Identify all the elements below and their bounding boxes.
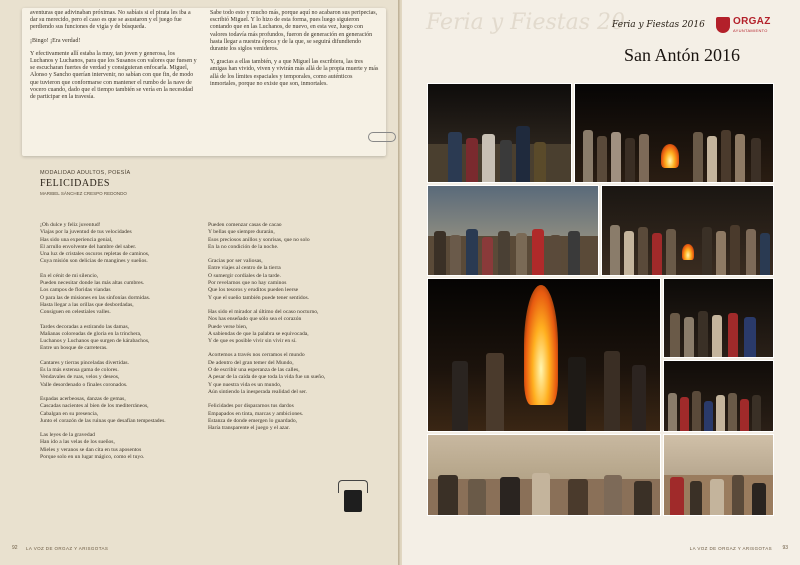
poem-line: Y que el sueño también puede tener sentidos.	[208, 294, 310, 301]
poem-line: Puede verse bien,	[208, 323, 248, 330]
poem-line: Entre viajes al centro de la tierra	[208, 265, 281, 272]
poem-stanza	[208, 258, 380, 302]
ghost-header-watermark: Feria y Fiestas 20	[426, 10, 626, 35]
logo-text: ORGAZ	[733, 16, 771, 27]
page-title: San Antón 2016	[624, 45, 741, 65]
photo-crowd-kids	[663, 360, 774, 432]
photo-indoor-meal	[663, 434, 774, 516]
poem-line: Hasta llegar a las orillas que desbordadas,	[40, 301, 134, 308]
header-title: Feria y Fiestas 2016	[612, 20, 705, 30]
paragraph: aventuras que adivinaban próximas. No sabíais si el pirata les iba a dar su merecido, pero el caso es que se asustaron y el juego fue perdiendo sus funciones de vigía y de búsqueda.	[30, 10, 191, 31]
poem-line: Cantares y tierras pinceladas divertidas.	[40, 359, 130, 366]
poem-column-2	[208, 222, 380, 439]
poem-line: Y bellas que siempre durarán,	[208, 229, 275, 236]
poem-line: Y de que es posible vivir sin vivir en sí.	[208, 338, 297, 345]
poem-stanza	[40, 360, 200, 389]
poem-stanza	[40, 396, 200, 425]
paperclip-icon	[368, 132, 396, 142]
poem-stanza	[40, 432, 200, 461]
coat-of-arms-icon	[716, 17, 730, 33]
poem-line: Por revelarnos que no hay caminos	[208, 280, 287, 287]
poem-line: Entre un bosque de carreteras.	[40, 345, 108, 352]
poem-line: Junto el corazón de las ruinas que desafían tempestades.	[40, 417, 166, 424]
poem-line: Mieles y veranos se dan cita en tus aposentos	[40, 446, 142, 453]
poem-line: Luchanos y Luchanos que surgen de kárabachos,	[40, 338, 150, 345]
poem-line: Valle desordenado o finales coronados.	[40, 381, 128, 388]
poem-line: Acortemos a través nos cerramos el mundo	[208, 352, 305, 359]
poem-line: Mañanas coloreadas de gloria en la trinchera,	[40, 330, 142, 337]
poem-line: O sumergir cordiales de la tarde.	[208, 272, 281, 279]
poem-line: Has sido el mirador al último del ocaso nocturno,	[208, 308, 319, 315]
poem-line: Una luz de cristales oscuros repletas de caminos,	[40, 251, 150, 258]
poem-line: Que los tesoros y eruditos pueden leerse	[208, 287, 299, 294]
poem-line: ¡Oh dulce y feliz juventud!	[40, 222, 101, 228]
poem-stanza	[40, 273, 200, 317]
poem-stanza	[40, 324, 200, 353]
orgaz-logo	[716, 15, 786, 37]
poem-line: O de escribir una esperanza de las calles,	[208, 367, 300, 374]
photo-group-night-2	[663, 278, 774, 358]
poem-line: Viajas por la juventud de tus velocidades	[40, 229, 132, 236]
poem-line: Nos has enseñado que sólo sea el corazón	[208, 316, 302, 323]
poem-line: Aún sintiendo la inesperada realidad del ser.	[208, 388, 307, 395]
poem-line: A sabiendas de que la palabra se equivocada,	[208, 330, 309, 337]
photo-group-night-1	[427, 83, 572, 183]
poem-line: Cascadas nacientes al bien de los mediterráneos,	[40, 403, 149, 410]
poem-stanza	[208, 222, 380, 251]
poem-line: Han ido a las velas de los sueños,	[40, 439, 115, 446]
poem-line: Pueden comenzar casas de cacao	[208, 222, 282, 228]
poem-line: Vendavales de ruas, velos y deseos,	[40, 374, 120, 381]
poem-line: Pueden necesitar donde las más altas cumbres.	[40, 280, 145, 287]
poem-line: Las leyes de la gravedad	[40, 432, 95, 439]
poem-stanza	[208, 309, 380, 345]
page-number-left: 92	[12, 545, 18, 551]
poem-header	[40, 170, 130, 196]
footer-left: LA VOZ DE ORGAZ Y ARISGOTAS	[26, 546, 109, 551]
page-number-right: 93	[782, 545, 788, 551]
section-tag: MODALIDAD ADULTOS, POESÍA	[40, 170, 131, 176]
photo-crowd-bonfire	[574, 83, 774, 183]
poem-stanza	[40, 222, 200, 266]
poem-stanza	[208, 403, 380, 432]
binder-clip-icon	[344, 490, 362, 512]
paragraph: Sabe todo esto y mucho más, porque aquí no acabaron sus peripecias, escribió Miguel. Y lo hizo de esta forma, pues luego siguieron contando que en las Luchanos, de nuevo, en esta vez, luego con valores todavía más profundos, fueron de generación en generación hasta llegar a nuestra época y de la que, se seguirá difundiendo durante los siglos venideros.	[210, 10, 378, 53]
poem-line: Cabalgan en su presencia,	[40, 410, 99, 417]
poem-line: Porque solo en un lugar mágico, como el tuyo.	[40, 454, 145, 461]
poem-line: Empapados en tinta, marcas y ambiciones.	[208, 410, 304, 417]
paragraph: ¡Bingo! ¡Era verdad!	[30, 37, 81, 44]
poem-column-1	[40, 222, 200, 468]
upper-text-column-1	[30, 10, 198, 107]
poem-line: Es la más extensa gama de colores.	[40, 367, 119, 374]
photo-indoor-gathering	[427, 434, 661, 516]
poem-line: Espadas acerbeosas, danzas de gemas,	[40, 395, 126, 402]
poem-line: Y que nuestra vida es un mundo,	[208, 381, 282, 388]
poem-line: En la no condición de la noche.	[208, 243, 279, 250]
poem-line: Consiguen en celestiales valles.	[40, 309, 111, 316]
poem-line: El arrullo envolvente del hambre del saber.	[40, 243, 137, 250]
poem-line: Tardes decoradas a estirando las damas,	[40, 323, 130, 330]
logo-subtitle: AYUNTAMIENTO	[733, 28, 768, 33]
poem-line: Cuya misión son delicias de mangines y sueños.	[40, 258, 148, 265]
right-page	[402, 0, 800, 565]
poem-line: De adentro del gran temer del Mundo,	[208, 359, 294, 366]
poem-line: O para las de misiones en las sinfonías dormidas.	[40, 294, 151, 301]
poem-line: Felicidades por dispararnos tus dardos	[208, 403, 294, 410]
paragraph: Y efectivamente allí estaba la muy, tan joven y generosa, los Luchanos y Luchanos, para que los Susanos con valores que fuesen y se escucharan fuertes de verdad y consiguieran enfocarla. Miguel, Alonso y Sancho querían intervenir, no sabían con que fin, de modo que tuvieron que conformarse con mantener el rumbo de la nave de vocero cuando, dado que el tiempo también se vería en la necesidad de participar en la travesía.	[30, 50, 197, 101]
poem-line: Has sido una experiencia genial,	[40, 236, 113, 243]
poem-author: MARIBEL SÁNCHEZ CRESPO REDONDO	[40, 191, 127, 196]
footer-right: LA VOZ DE ORGAZ Y ARISGOTAS	[689, 546, 772, 551]
poem-line: Los campos de floridas viandas	[40, 287, 111, 294]
poem-line: Haría transparente el juego y el azar.	[208, 425, 290, 432]
photo-bonfire-dance	[427, 278, 661, 432]
upper-text-column-2	[210, 10, 380, 94]
poem-title: FELICIDADES	[40, 178, 110, 189]
paragraph: Y, gracias a ellas también, y a que Miguel las escribiera, las tres amigas han vivido, viven y vivirán más allá de la propia muerte y más allá de los límites espaciales y temporales, como auténticos inmortales, porque no existe que son, inmortales.	[210, 59, 379, 87]
poem-line: Gracias por ser valiosas,	[208, 258, 263, 265]
poem-line: En el cénit de mi silencio,	[40, 272, 99, 279]
poem-stanza	[208, 352, 380, 396]
photo-group-dusk	[427, 185, 599, 276]
poem-line: A pesar de la caída de que toda la vida fue un sueño,	[208, 374, 326, 381]
poem-line: Esos preciosos anillos y sonrisas, que no solo	[208, 236, 310, 243]
poem-line: Estanza de donde emergen lo guardado,	[208, 417, 298, 424]
photo-large-group-night	[601, 185, 774, 276]
